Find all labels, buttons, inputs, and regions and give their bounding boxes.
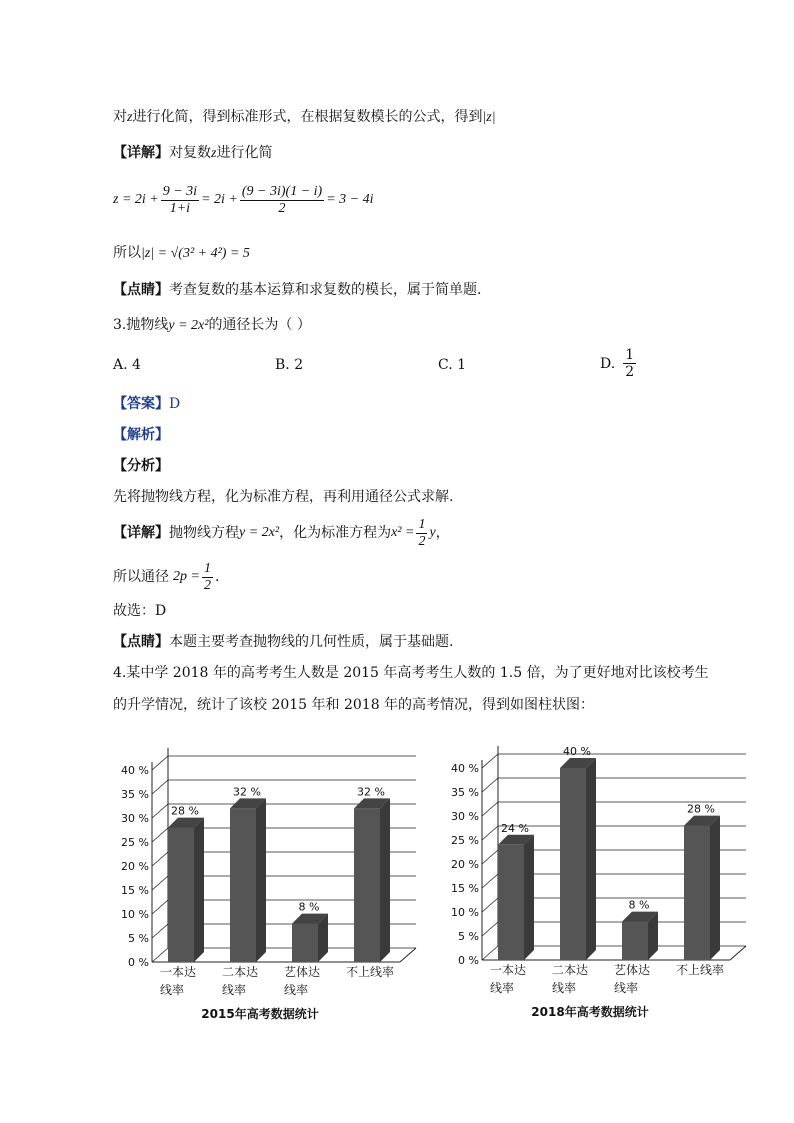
text: 的通径长为（ ） — [208, 317, 311, 333]
x-tick-label: 线率 — [614, 981, 639, 995]
fraction — [161, 184, 199, 217]
grid-diagonal — [152, 756, 168, 770]
denominator: 2 — [418, 533, 426, 549]
option-d — [600, 347, 638, 380]
grid-diagonal — [152, 900, 168, 914]
numerator: 1 — [625, 347, 635, 363]
text: ， — [435, 525, 450, 541]
comment-line-2 — [113, 632, 453, 652]
grid-diagonal — [152, 828, 168, 842]
y-tick-label: 25 % — [451, 834, 479, 847]
grid-diagonal — [482, 850, 498, 864]
grid-diagonal — [152, 924, 168, 938]
section-tag: 【详解】 — [113, 525, 169, 541]
x-tick-label: 不上线率 — [676, 963, 725, 977]
data-label: 8 % — [298, 900, 320, 914]
math-expr: y = 2x² — [239, 525, 280, 540]
x-tick-label: 二本达 — [552, 963, 589, 977]
fraction — [623, 347, 636, 380]
text: 对 — [113, 109, 127, 125]
x-tick-label: 二本达 — [222, 965, 259, 979]
question-4-line-2: 的升学情况，统计了该校 2015 年和 2018 年的高考情况，得到如图柱状图： — [113, 697, 595, 713]
text: 考查复数的基本运算和求复数的模长，属于简单题. — [169, 282, 482, 298]
y-tick-label: 35 % — [451, 786, 479, 799]
x-tick-label: 不上线率 — [346, 965, 395, 979]
y-tick-label: 20 % — [451, 858, 479, 871]
math-expr: x² = — [391, 525, 415, 540]
data-label: 28 % — [171, 804, 199, 818]
y-tick-label: 15 % — [121, 884, 149, 897]
numerator: 9 − 3i — [162, 183, 198, 199]
bar — [684, 826, 710, 960]
x-tick-label: 线率 — [490, 981, 515, 995]
bar-chart-2015 — [110, 730, 430, 1030]
data-label: 8 % — [628, 898, 650, 912]
x-tick-label: 线率 — [222, 983, 247, 997]
option-b: B. 2 — [275, 357, 304, 373]
numerator: (9 − 3i)(1 − i) — [241, 183, 323, 199]
bar-side — [194, 818, 204, 962]
math-expr: |z| = √(3² + 4²) = 5 — [141, 246, 250, 261]
x-tick-label: 线率 — [284, 983, 309, 997]
data-label: 32 % — [357, 785, 385, 799]
x-tick-label: 艺体达 — [614, 963, 651, 977]
y-tick-label: 30 % — [451, 810, 479, 823]
x-tick-label: 一本达 — [490, 963, 527, 977]
option-a: A. 4 — [113, 357, 141, 373]
detail-heading-1 — [113, 143, 272, 164]
section-tag: 【点睛】 — [113, 282, 169, 298]
bar-side — [524, 835, 534, 960]
x-tick-label: 线率 — [552, 981, 577, 995]
text-line-modulus — [113, 243, 250, 264]
option-label: D. — [600, 355, 616, 372]
detail-line-2 — [113, 513, 450, 553]
text: 所以通径 — [113, 569, 169, 585]
bar-side — [586, 758, 596, 960]
grid-diagonal — [152, 948, 168, 962]
chart-title: 2018年高考数据统计 — [531, 1005, 649, 1019]
y-tick-label: 30 % — [121, 812, 149, 825]
grid-diagonal — [482, 874, 498, 888]
fraction — [240, 184, 324, 217]
y-tick-label: 40 % — [121, 764, 149, 777]
text: . — [214, 569, 220, 585]
grid-diagonal — [152, 852, 168, 866]
section-tag: 【详解】 — [113, 145, 169, 161]
y-tick-label: 0 % — [128, 956, 149, 969]
grid-diagonal — [482, 898, 498, 912]
x-tick-label: 一本达 — [160, 965, 197, 979]
question-4-line-1: 4.某中学 2018 年的高考考生人数是 2015 年高考考生人数的 1.5 倍，为了更好地对比该校考生 — [113, 665, 709, 681]
denominator: 2 — [203, 577, 211, 593]
section-tag: 【点睛】 — [113, 634, 169, 650]
y-tick-label: 10 % — [121, 908, 149, 921]
equation-simplify — [113, 180, 374, 220]
math-var: z — [211, 146, 217, 161]
grid-diagonal — [482, 778, 498, 792]
bar — [230, 808, 256, 962]
text: 对复数 — [169, 145, 211, 161]
y-tick-label: 10 % — [451, 906, 479, 919]
bar — [292, 924, 318, 962]
fraction — [416, 517, 427, 550]
grid-diagonal — [482, 826, 498, 840]
grid-diagonal — [152, 780, 168, 794]
x-tick-label: 艺体达 — [284, 965, 321, 979]
bar — [498, 845, 524, 960]
text: 进行化简 — [216, 145, 273, 161]
data-label: 28 % — [687, 802, 715, 816]
y-tick-label: 5 % — [458, 930, 479, 943]
denominator: 2 — [278, 200, 286, 216]
eq-part: = 2i + — [201, 192, 238, 207]
data-label: 40 % — [563, 745, 591, 758]
text: ，化为标准方程为 — [279, 525, 392, 541]
data-label: 32 % — [233, 785, 261, 799]
analysis-text: 先将抛物线方程，化为标准方程，再利用通径公式求解. — [113, 489, 454, 505]
bar — [168, 828, 194, 962]
text: 抛物线方程 — [169, 525, 239, 541]
y-tick-label: 0 % — [458, 954, 479, 967]
grid-diagonal — [152, 876, 168, 890]
grid-diagonal — [482, 922, 498, 936]
grid-diagonal — [482, 946, 498, 960]
text-line-conclusion — [113, 107, 496, 128]
grid-diagonal — [482, 754, 498, 768]
option-c: C. 1 — [438, 357, 467, 373]
y-tick-label: 20 % — [121, 860, 149, 873]
math-expr: 2p = — [173, 569, 200, 584]
chart-title: 2015年高考数据统计 — [201, 1007, 319, 1021]
bar-chart-2018 — [440, 728, 760, 1028]
eq-part: = 3 − 4i — [326, 192, 374, 207]
text: 所以 — [113, 245, 141, 261]
bar — [354, 808, 380, 962]
eq-part: z = 2i + — [113, 192, 159, 207]
bar — [560, 768, 586, 960]
text: 进行化简，得到标准形式，在根据复数模长的公式，得到 — [132, 109, 483, 125]
data-label: 24 % — [501, 821, 529, 835]
latus-rectum-line — [113, 557, 219, 597]
math-var: z — [127, 110, 133, 125]
comment-line-1 — [113, 280, 481, 300]
bar-side — [256, 798, 266, 962]
y-tick-label: 35 % — [121, 788, 149, 801]
analysis-tag: 【解析】 — [113, 427, 169, 443]
y-tick-label: 40 % — [451, 762, 479, 775]
fraction — [202, 561, 213, 594]
grid-diagonal — [152, 804, 168, 818]
y-tick-label: 5 % — [128, 932, 149, 945]
math-expr: y = 2x² — [168, 318, 209, 333]
numerator: 1 — [418, 516, 426, 532]
grid-diagonal — [482, 802, 498, 816]
floor-edge — [400, 948, 416, 962]
answer-value: D — [169, 396, 181, 412]
bar — [622, 922, 648, 960]
analysis-sub-tag: 【分析】 — [113, 458, 169, 474]
math-expr: y — [429, 525, 436, 540]
choice-line: 故选：D — [113, 603, 167, 619]
denominator: 2 — [625, 364, 635, 380]
question-3-stem — [113, 315, 311, 336]
text: 本题主要考查抛物线的几何性质，属于基础题. — [169, 634, 454, 650]
section-tag: 【答案】 — [113, 396, 169, 412]
answer-line — [113, 394, 180, 414]
bar-side — [710, 816, 720, 960]
denominator: 1+i — [169, 200, 191, 216]
text: 3.抛物线 — [113, 317, 169, 333]
math-abs: |z| — [482, 110, 496, 125]
bar-side — [380, 798, 390, 962]
y-tick-label: 25 % — [121, 836, 149, 849]
floor-edge — [730, 946, 746, 960]
numerator: 1 — [203, 560, 211, 576]
y-tick-label: 15 % — [451, 882, 479, 895]
x-tick-label: 线率 — [160, 983, 185, 997]
